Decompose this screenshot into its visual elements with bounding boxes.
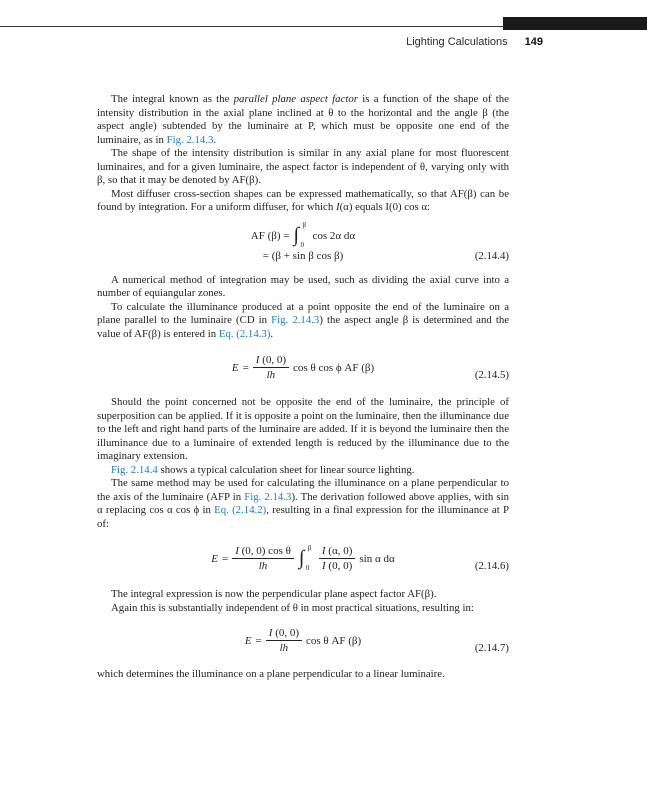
equation-2-14-5 [97, 354, 509, 381]
fraction-denominator: lh [266, 369, 276, 381]
italic-variable: I [268, 627, 273, 639]
paragraph-7 [97, 464, 509, 478]
text-run: Most diffuser cross-section shapes can be expressed mathematically, so that AF(β) can be found by integration. For a uniform diffuser, for which [97, 187, 509, 213]
paragraph-4 [97, 274, 509, 301]
text-run: , resulting in a final expression for the illuminance at P of: [97, 504, 509, 530]
paragraph-5 [97, 301, 509, 342]
text-run: To calculate the illuminance produced at a point opposite the end of the luminaire on a plane parallel to the luminaire (CD in [97, 300, 509, 326]
text-run: (0, 0) [272, 627, 300, 639]
fraction-numerator [319, 545, 356, 559]
equation-number: (2.14.7) [474, 642, 509, 654]
cross-reference-link[interactable]: Fig. 2.14.3 [271, 314, 320, 326]
fraction [253, 354, 289, 381]
text-run: The shape of the intensity distribution is similar in any axial plane for most fluorescent luminaires, and for a given luminaire, the aspect factor is independent of θ, varying only with β, so that it may be denoted by AF(β). [97, 147, 509, 186]
italic-variable: I [321, 545, 326, 557]
paragraph-6 [97, 396, 509, 464]
equation-2-14-6 [97, 545, 509, 572]
running-header-title: Lighting Calculations [406, 36, 508, 48]
cross-reference-link[interactable]: Fig. 2.14.3 [244, 490, 292, 503]
equation-rhs: sin α dα [359, 552, 395, 565]
cross-reference-link[interactable]: Eq. (2.14.3) [218, 327, 271, 340]
paragraph-3 [97, 188, 509, 215]
paragraph-8 [97, 477, 509, 531]
text-run: . [270, 327, 274, 340]
equation-lhs: E [231, 361, 239, 374]
italic-variable: I [255, 354, 260, 366]
cross-reference-link[interactable]: Eq. (2.14.2) [214, 504, 267, 516]
equation-line: = (β + sin β cos β) [262, 249, 344, 262]
running-header [406, 36, 543, 48]
equation-2-14-4 [97, 220, 509, 262]
fraction-denominator [319, 559, 356, 572]
text-run: (α, 0) [325, 545, 353, 557]
integral-sign [293, 220, 309, 249]
text-run: The same method may be used for calculating the illuminance on a plane perpendicular to the axis of the luminaire (AFP in [97, 477, 509, 503]
text-run: is a function of the shape of the intensity distribution in the axial plane inclined at θ to the horizontal and the angle β (the aspect angle) subtended by the luminaire at P, which must be opposite one end of the luminaire, as in [97, 93, 509, 146]
fraction-numerator [253, 354, 289, 368]
cross-reference-link[interactable]: Fig. 2.14.4 [111, 463, 158, 476]
fraction-denominator: lh [279, 642, 289, 654]
paragraph-9 [97, 588, 509, 602]
paragraph-2 [97, 147, 509, 188]
text-run: (0, 0) cos θ [238, 545, 291, 557]
text-run: . [213, 133, 217, 146]
equation-2-14-7 [97, 627, 509, 654]
integral-glyph: ∫ [293, 223, 299, 246]
equation-lhs: E [211, 552, 218, 565]
equation-number: (2.14.4) [474, 249, 509, 262]
fraction-denominator: lh [258, 560, 268, 572]
cross-reference-link[interactable]: Fig. 2.14.3 [166, 133, 214, 146]
integral-sign [298, 543, 314, 572]
text-run: which determines the illuminance on a plane perpendicular to a linear luminaire. [97, 668, 445, 680]
italic-variable: I [335, 201, 340, 213]
text-run: Should the point concerned not be opposite the end of the luminaire, the principle of superposition can be applied. If it is opposite a point on the luminaire, then the illuminance due to the left and right hand parts of the luminaire are added. If it is beyond the luminaire then the illuminance due to a luminaire of extended length is reduced by the illuminance due to the imaginary extension. [97, 396, 509, 462]
equation-number: (2.14.6) [474, 560, 509, 572]
text-run: The integral expression is now the perpendicular plane aspect factor AF(β). [111, 588, 437, 600]
equation-line [97, 220, 509, 249]
text-run: The integral known as the [111, 93, 234, 105]
fraction-numerator [266, 627, 302, 641]
equation-line [97, 354, 509, 381]
equation-rhs: cos θ AF (β) [306, 634, 362, 647]
paragraph-10 [97, 602, 509, 616]
text-run: A numerical method of integration may be used, such as dividing the axial curve into a number of equiangular zones. [97, 273, 509, 299]
italic-variable: I [322, 560, 326, 572]
text-run: (α) equals I(0) cos α: [339, 201, 431, 213]
fraction [319, 545, 356, 572]
integral-upper-limit: β [302, 220, 307, 229]
fraction [266, 627, 302, 654]
equation-rhs: cos 2α dα [312, 229, 356, 242]
equation-line [97, 545, 509, 572]
equals-sign: = [255, 634, 262, 647]
italic-term: parallel plane aspect factor [233, 93, 358, 105]
text-run: (0, 0) [259, 354, 287, 366]
equation-rhs: cos θ cos ϕ AF (β) [293, 361, 375, 374]
equation-lhs: AF (β) = [250, 229, 290, 242]
integral-lower-limit: 0 [300, 240, 304, 249]
paragraph-11 [97, 668, 509, 682]
italic-variable: I [235, 545, 239, 557]
equals-sign: = [221, 552, 229, 565]
integral-upper-limit: β [307, 543, 312, 552]
page-number: 149 [524, 36, 543, 48]
text-run: (0, 0) [325, 560, 353, 572]
equation-number: (2.14.5) [474, 369, 509, 381]
text-run: ). The derivation followed above applies, with sin α replacing cos α cos ϕ in [97, 490, 510, 516]
paragraph-1 [97, 93, 509, 147]
page-body [97, 93, 509, 682]
integral-glyph: ∫ [298, 546, 305, 569]
text-run: Again this is substantially independent of θ in most practical situations, resulting in: [111, 601, 474, 614]
fraction-numerator [232, 545, 294, 559]
integral-lower-limit: 0 [305, 563, 310, 572]
equation-line [97, 627, 509, 654]
text-run: ) the aspect angle β is determined and the value of AF(β) is entered in [97, 314, 510, 340]
header-corner-bar [503, 17, 647, 30]
text-run: shows a typical calculation sheet for linear source lighting. [157, 463, 415, 476]
equals-sign: = [242, 361, 249, 374]
equation-lhs: E [244, 634, 252, 647]
fraction [232, 545, 294, 572]
